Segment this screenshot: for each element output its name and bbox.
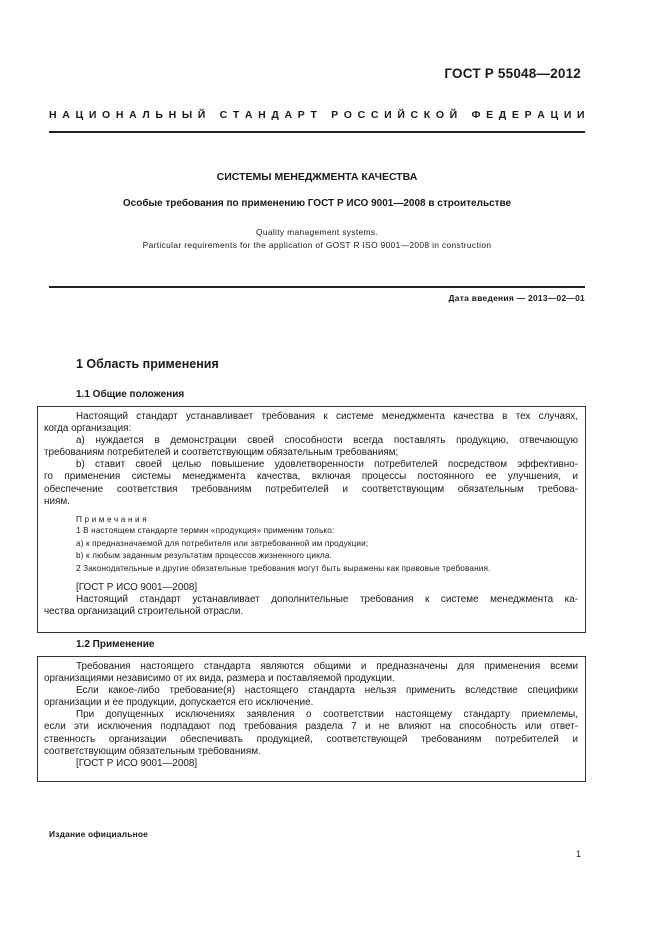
- paragraph-line: соответствующим обязательным требованиям.: [44, 745, 261, 757]
- paragraph-line: организации и ее продукции, допускается его исключение.: [44, 697, 314, 709]
- heading-letter: Й: [397, 109, 405, 121]
- heading-letter: О: [102, 109, 111, 121]
- list-item-a-line: требованиям потребителей и соответствующим обязательным требованиям;: [44, 447, 399, 459]
- heading-letter: Й: [197, 109, 206, 121]
- heading-letter: Н: [115, 109, 124, 121]
- introduction-date: Дата введения — 2013—02—01: [448, 293, 585, 303]
- paragraph-line: При допущенных исключениях заявления о соответствии настоящему стандарту приемлемы,: [76, 709, 578, 721]
- heading-letter: Н: [258, 109, 266, 121]
- heading-letter: А: [284, 109, 293, 121]
- page-number: 1: [575, 849, 581, 859]
- notes-heading: Примечания: [76, 514, 150, 524]
- paragraph-line: Если какое-либо требование(я) настоящего стандарта нельзя применить вследствие специфики: [76, 685, 578, 697]
- section-1-heading: 1 Область применения: [76, 357, 219, 371]
- list-item-b-line: го применения системы менеджмента качества, включая процессы постоянного ее улучшения, и: [44, 471, 578, 483]
- iso-reference: [ГОСТ Р ИСО 9001—2008]: [76, 581, 198, 593]
- heading-letter: С: [410, 109, 419, 121]
- heading-letter: А: [62, 109, 70, 121]
- iso-reference: [ГОСТ Р ИСО 9001—2008]: [76, 757, 198, 769]
- heading-letter: Р: [524, 109, 532, 121]
- heading-letter: Н: [49, 109, 57, 121]
- heading-letter: Н: [168, 109, 177, 121]
- heading-letter: Е: [511, 109, 519, 121]
- paragraph-line: Требования настоящего стандарта являются общими и предназначены для применения всеми: [76, 661, 578, 672]
- heading-letter: Р: [331, 109, 339, 121]
- document-code: ГОСТ Р 55048—2012: [444, 66, 581, 81]
- heading-letter: О: [343, 109, 352, 121]
- heading-letter: К: [423, 109, 431, 121]
- heading-letter: И: [88, 109, 97, 121]
- quoted-iso-text-box-2: [37, 656, 586, 782]
- title-rule: [49, 286, 585, 288]
- top-rule: [49, 131, 585, 133]
- heading-letter: О: [435, 109, 445, 121]
- heading-letter: Д: [271, 109, 279, 121]
- heading-letter: С: [370, 109, 379, 121]
- list-item-a-line: а) нуждается в демонстрации своей способности всегда поставлять продукцию, отвечающую: [76, 435, 578, 447]
- subsection-1-1-heading: 1.1 Общие положения: [76, 389, 185, 400]
- note-1: 1 В настоящем стандарте термин «продукция» применим только:: [76, 525, 335, 535]
- national-standard-title: [49, 109, 585, 121]
- heading-letter: Ы: [181, 109, 193, 121]
- heading-letter: И: [563, 109, 572, 121]
- heading-letter: А: [129, 109, 137, 121]
- list-item-b-line: b) ставит своей целью повышение удовлетворенности потребителей посредством эффективно-: [76, 459, 578, 471]
- heading-letter: Т: [310, 109, 317, 121]
- heading-letter: Р: [297, 109, 305, 121]
- heading-letter: Д: [498, 109, 507, 121]
- heading-letter: И: [384, 109, 392, 121]
- heading-letter: Ц: [550, 109, 559, 121]
- paragraph-line: если эти исключения подпадают под требования раздела 7 и не влияют на способность или ответ-: [44, 721, 578, 733]
- paragraph-line: организациями независимо от их вида, размера и поставляемой продукции.: [44, 673, 395, 685]
- note-2: 2 Законодательные и другие обязательные требования могут быть выражены как правовые требования.: [76, 564, 491, 574]
- paragraph-line: Настоящий стандарт устанавливает требования к системе менеджмента качества в тех случаях,: [76, 411, 578, 422]
- standard-subtitle: Особые требования по применению ГОСТ Р ИСО 9001—2008 в строительстве: [122, 198, 512, 209]
- paragraph-line: Настоящий стандарт устанавливает дополнительные требования к системе менеджмента ка-: [76, 594, 578, 606]
- subsection-1-2-heading: 1.2 Применение: [76, 639, 155, 650]
- list-item-b-line: ниям.: [44, 495, 70, 507]
- note-1-item-b: b) к любым заданным результатам процессов жизненного цикла.: [76, 551, 332, 561]
- quoted-iso-text-box-1: [37, 406, 586, 633]
- list-item-b-line: обеспечение соответствия требованиям потребителей и соответствующим обязательным требова-: [44, 483, 578, 495]
- note-1-item-a: а) к предназначаемой для потребителя или затребованной им продукции;: [76, 538, 369, 548]
- english-title-line-2: Particular requirements for the application of GOST R ISO 9001—2008 in construction: [142, 240, 492, 250]
- heading-letter: [323, 109, 326, 121]
- english-title-line-1: Quality management systems.: [255, 227, 379, 237]
- heading-letter: Л: [142, 109, 150, 121]
- paragraph-line: чества организаций строительной отрасли.: [44, 606, 244, 618]
- standard-title: СИСТЕМЫ МЕНЕДЖМЕНТА КАЧЕСТВА: [216, 171, 418, 183]
- heading-letter: Й: [449, 109, 458, 121]
- heading-letter: Т: [232, 109, 240, 121]
- official-edition-label: Издание официальное: [49, 829, 148, 839]
- heading-letter: А: [537, 109, 545, 121]
- heading-letter: Ь: [155, 109, 163, 121]
- paragraph-line: когда организация:: [44, 423, 132, 435]
- heading-letter: Ф: [471, 109, 481, 121]
- heading-letter: Ц: [75, 109, 84, 121]
- heading-letter: С: [219, 109, 228, 121]
- heading-letter: Е: [486, 109, 494, 121]
- heading-letter: И: [577, 109, 585, 121]
- paragraph-line: ственность организации обеспечивать продукцией, соответствующей требованиям потребителей и: [44, 733, 578, 745]
- heading-letter: [211, 109, 214, 121]
- heading-letter: С: [357, 109, 366, 121]
- heading-letter: А: [244, 109, 253, 121]
- heading-letter: [463, 109, 466, 121]
